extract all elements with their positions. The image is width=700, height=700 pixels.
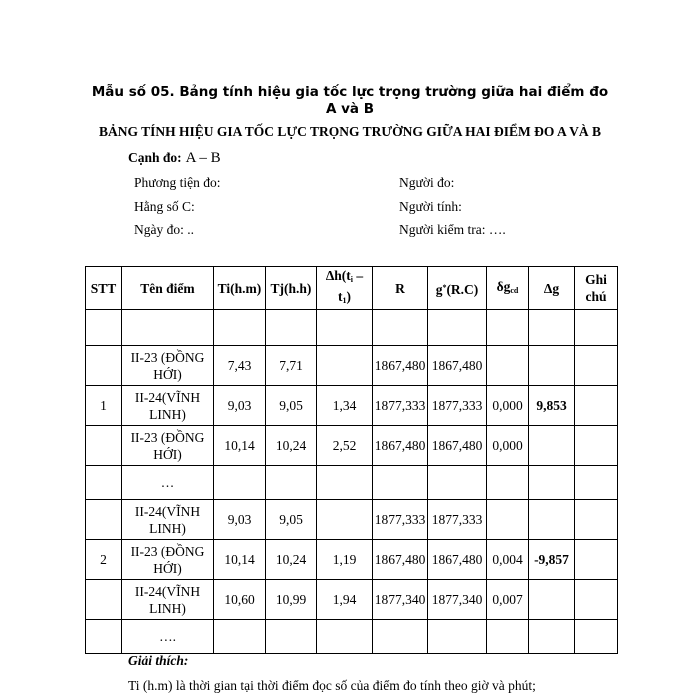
header-delta-h-end: )	[346, 289, 351, 304]
cell-ti	[214, 310, 266, 346]
header-delta-g-cd	[487, 267, 529, 310]
cell-delta	[529, 620, 575, 654]
header-delta-h-text: Δh(t	[325, 268, 351, 283]
cell-ti: 10,14	[214, 540, 266, 580]
cell-dh: 1,19	[317, 540, 373, 580]
cell-tj: 9,05	[266, 500, 317, 540]
cell-r	[373, 310, 428, 346]
cell-stt: 1	[86, 386, 122, 426]
table-row	[86, 540, 618, 580]
cell-point: II-24(VĨNH LINH)	[122, 500, 214, 540]
cell-delta: 9,853	[529, 386, 575, 426]
cell-ti: 9,03	[214, 500, 266, 540]
cell-delta	[529, 426, 575, 466]
cell-ti: 10,60	[214, 580, 266, 620]
explanation-line: Ti (h.m) là thời gian tại thời điểm đọc số của điểm đo tính theo giờ và phút;	[128, 678, 536, 693]
header-g-end: (R.C)	[446, 281, 479, 297]
cell-g	[428, 310, 487, 346]
cell-delta	[529, 310, 575, 346]
cell-delta	[529, 500, 575, 540]
checker-field: Người kiểm tra: ….	[399, 222, 506, 237]
header-tj: Tj(h.h)	[266, 267, 317, 310]
table-row	[86, 386, 618, 426]
cell-note	[575, 466, 618, 500]
cell-stt	[86, 426, 122, 466]
cell-note	[575, 310, 618, 346]
explanation-heading: Giải thích:	[128, 653, 189, 668]
cell-note	[575, 500, 618, 540]
cell-stt	[86, 346, 122, 386]
table-row	[86, 580, 618, 620]
cell-g: 1867,480	[428, 540, 487, 580]
cell-point: …	[122, 466, 214, 500]
cell-tj: 7,71	[266, 346, 317, 386]
cell-point: II-23 (ĐỒNG HỚI)	[122, 346, 214, 386]
cell-dg: 0,007	[487, 580, 529, 620]
table-row	[86, 426, 618, 466]
cell-delta	[529, 466, 575, 500]
cell-dg: 0,000	[487, 386, 529, 426]
cell-g: 1877,333	[428, 500, 487, 540]
header-delta-h-sub-1: 1	[342, 296, 347, 305]
cell-g	[428, 620, 487, 654]
table-row	[86, 310, 618, 346]
cell-g: 1867,480	[428, 346, 487, 386]
cell-ti: 7,43	[214, 346, 266, 386]
header-r: R	[373, 267, 428, 310]
cell-note	[575, 580, 618, 620]
cell-point	[122, 310, 214, 346]
cell-g: 1877,333	[428, 386, 487, 426]
cell-note	[575, 540, 618, 580]
cell-stt: 2	[86, 540, 122, 580]
cell-tj: 10,99	[266, 580, 317, 620]
main-title: BẢNG TÍNH HIỆU GIA TỐC LỰC TRỌNG TRƯỜNG GIỮA HAI ĐIỂM ĐO A VÀ B	[98, 124, 602, 139]
cell-dg	[487, 346, 529, 386]
header-point-name: Tên điểm	[122, 267, 214, 310]
cell-dh: 2,52	[317, 426, 373, 466]
cell-tj	[266, 620, 317, 654]
header-stt: STT	[86, 267, 122, 310]
cell-dg: 0,000	[487, 426, 529, 466]
header-note: Ghi chú	[575, 267, 618, 310]
cell-tj	[266, 466, 317, 500]
cell-tj	[266, 310, 317, 346]
cell-dh	[317, 310, 373, 346]
cell-g	[428, 466, 487, 500]
cell-dh	[317, 620, 373, 654]
edge-value: A – B	[185, 150, 221, 166]
cell-dh	[317, 500, 373, 540]
cell-r: 1877,333	[373, 386, 428, 426]
header-delta-h	[317, 267, 373, 310]
cell-delta: -9,857	[529, 540, 575, 580]
cell-ti: 10,14	[214, 426, 266, 466]
measured-edge	[128, 150, 221, 167]
cell-r: 1867,480	[373, 346, 428, 386]
cell-r: 1877,333	[373, 500, 428, 540]
cell-note	[575, 386, 618, 426]
cell-stt	[86, 580, 122, 620]
table-row	[86, 466, 618, 500]
cell-dh: 1,94	[317, 580, 373, 620]
cell-stt	[86, 466, 122, 500]
cell-ti	[214, 466, 266, 500]
cell-r	[373, 466, 428, 500]
cell-r: 1867,480	[373, 426, 428, 466]
edge-label: Cạnh đo:	[128, 150, 182, 165]
table-body	[86, 310, 618, 654]
cell-ti	[214, 620, 266, 654]
cell-r	[373, 620, 428, 654]
cell-dg	[487, 620, 529, 654]
cell-stt	[86, 620, 122, 654]
cell-point: II-24(VĨNH LINH)	[122, 580, 214, 620]
cell-g: 1867,480	[428, 426, 487, 466]
header-g-text: g	[435, 281, 443, 297]
cell-dh	[317, 346, 373, 386]
cell-point: II-23 (ĐỒNG HỚI)	[122, 426, 214, 466]
header-dg-sub: cd	[510, 285, 519, 295]
table-header-row	[86, 267, 618, 310]
cell-r: 1867,480	[373, 540, 428, 580]
cell-r: 1877,340	[373, 580, 428, 620]
header-dg-text: δg	[496, 278, 511, 294]
cell-dg: 0,004	[487, 540, 529, 580]
instrument-field: Phương tiện đo:	[134, 175, 221, 190]
header-delta-g: Δg	[529, 267, 575, 310]
cell-stt	[86, 500, 122, 540]
header-delta-h-sub-i: i	[350, 275, 354, 284]
cell-dh: 1,34	[317, 386, 373, 426]
form-title: Mẫu số 05. Bảng tính hiệu gia tốc lực trọng trường giữa hai điểm đo A và B	[91, 84, 609, 117]
cell-note	[575, 346, 618, 386]
gravity-difference-table	[85, 266, 618, 654]
cell-dg	[487, 466, 529, 500]
measurer-field: Người đo:	[399, 175, 455, 190]
calculator-field: Người tính:	[399, 199, 462, 214]
cell-stt	[86, 310, 122, 346]
constant-field: Hằng số C:	[134, 199, 195, 214]
cell-delta	[529, 346, 575, 386]
cell-tj: 10,24	[266, 540, 317, 580]
date-field: Ngày đo: ..	[134, 222, 194, 237]
table-row	[86, 346, 618, 386]
cell-tj: 10,24	[266, 426, 317, 466]
cell-point: II-24(VĨNH LINH)	[122, 386, 214, 426]
table-row	[86, 620, 618, 654]
header-g-sup: *	[442, 282, 447, 292]
table-row	[86, 500, 618, 540]
cell-ti: 9,03	[214, 386, 266, 426]
cell-delta	[529, 580, 575, 620]
cell-dg	[487, 500, 529, 540]
header-ti: Ti(h.m)	[214, 267, 266, 310]
cell-note	[575, 426, 618, 466]
cell-dg	[487, 310, 529, 346]
cell-point: ….	[122, 620, 214, 654]
cell-dh	[317, 466, 373, 500]
header-g-star	[428, 267, 487, 310]
cell-tj: 9,05	[266, 386, 317, 426]
header-delta-h-mid: – t	[338, 268, 364, 304]
cell-note	[575, 620, 618, 654]
cell-g: 1877,340	[428, 580, 487, 620]
cell-point: II-23 (ĐỒNG HỚI)	[122, 540, 214, 580]
